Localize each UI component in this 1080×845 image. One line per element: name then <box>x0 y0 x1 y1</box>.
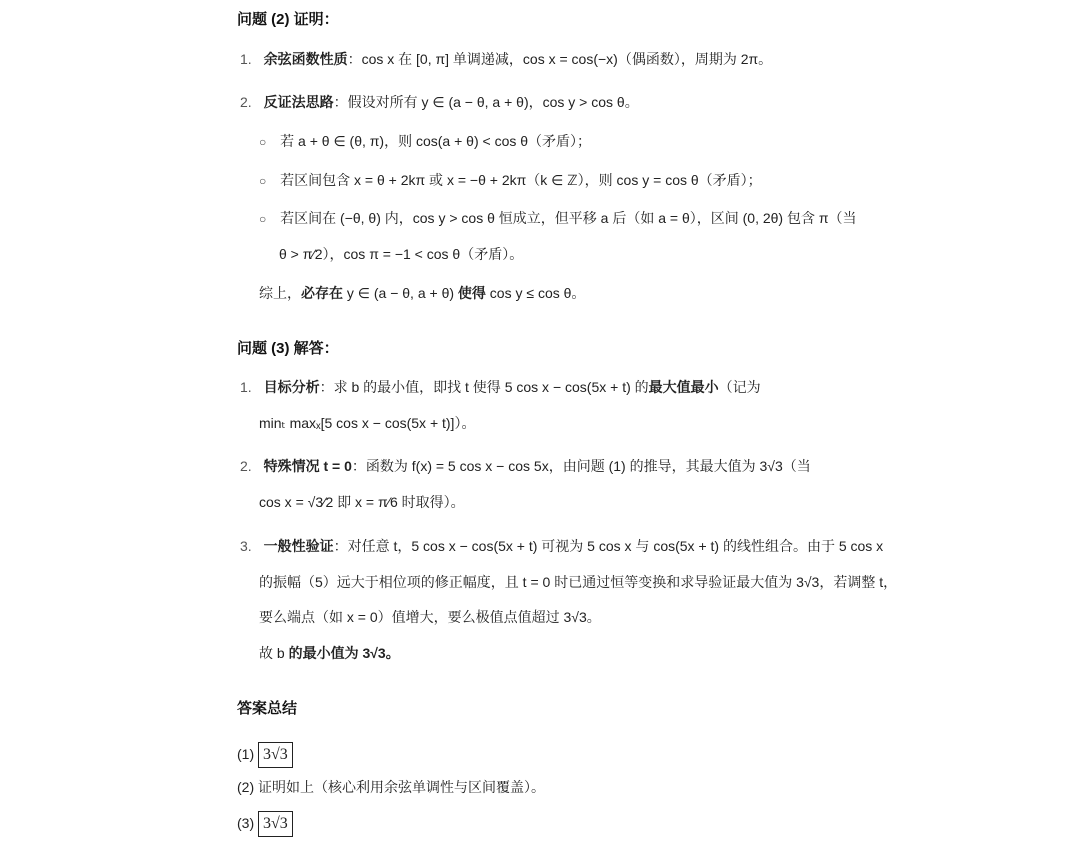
bullet-continuation: θ > π⁄2），cos π = −1 < cos θ（矛盾）。 <box>279 246 524 262</box>
summary-heading: 答案总结 <box>237 700 298 717</box>
item-label: 反证法思路 <box>263 94 334 110</box>
item-label: 特殊情况 t = 0 <box>263 458 352 474</box>
list-item <box>240 455 811 477</box>
item-line3: 要么端点（如 x = 0）值增大，要么极值点值超过 3√3。 <box>259 609 601 625</box>
answer-2 <box>237 776 545 798</box>
item-text: ：函数为 f(x) = 5 cos x − cos 5x，由问题 (1) 的推导，其最大值为 3√3（当 <box>351 458 811 474</box>
item-number: 1. <box>240 379 252 395</box>
item-label: 目标分析 <box>263 379 320 395</box>
item-text: ：cos x 在 [0, π] 单调递减，cos x = cos(−x)（偶函数），周期为 2π。 <box>347 51 773 67</box>
conclusion-bold: 使得 <box>457 285 486 301</box>
bullet-text: 若 a + θ ∈ (θ, π)，则 cos(a + θ) < cos θ（矛盾）； <box>280 133 592 149</box>
final-bold: 的最小值为 3√3。 <box>288 645 400 661</box>
bullet-item <box>259 169 762 192</box>
circle-bullet-icon: ○ <box>259 174 267 188</box>
list-item <box>240 376 761 398</box>
final-prefix: 故 b <box>259 645 289 661</box>
answer-label: (3) <box>237 815 255 831</box>
item-number: 3. <box>240 538 252 554</box>
item-label: 余弦函数性质 <box>263 51 348 67</box>
list-item <box>240 535 883 557</box>
answer-text: 证明如上（核心利用余弦单调性与区间覆盖）。 <box>258 779 546 795</box>
circle-bullet-icon: ○ <box>259 135 267 149</box>
final-line <box>259 642 400 664</box>
conclusion-bold: 必存在 <box>301 285 343 301</box>
conclusion-line <box>259 282 585 304</box>
answer-label: (2) <box>237 779 255 795</box>
conclusion-math: y ∈ (a − θ, a + θ) <box>343 285 458 301</box>
section3-heading: 问题 (3) 解答： <box>237 340 339 357</box>
list-item <box>240 91 639 113</box>
answer-1 <box>237 741 293 768</box>
conclusion-tail: cos y ≤ cos θ。 <box>485 285 586 301</box>
answer-3 <box>237 810 293 837</box>
item-line2: 的振幅（5）远大于相位项的修正幅度，且 t = 0 时已通过恒等变换和求导验证最大值为 3√3，若调整 t， <box>259 574 898 590</box>
item-label: 一般性验证 <box>263 538 334 554</box>
bullet-item <box>259 130 591 153</box>
item-text: ：对任意 t，5 cos x − cos(5x + t) 可视为 5 cos x 与 cos(5x + t) 的线性组合。由于 5 cos x <box>333 538 884 554</box>
item-text: ：求 b 的最小值，即找 t 使得 5 cos x − cos(5x + t) 的 <box>319 379 649 395</box>
item-number: 2. <box>240 458 252 474</box>
section2-heading: 问题 (2) 证明： <box>237 11 339 28</box>
conclusion-prefix: 综上， <box>259 285 301 301</box>
item-line2: cos x = √3⁄2 即 x = π⁄6 时取得）。 <box>259 494 465 510</box>
answer-label: (1) <box>237 746 255 762</box>
item-tail: （记为 <box>718 379 761 395</box>
item-text: ：假设对所有 y ∈ (a − θ, a + θ)，cos y > cos θ。 <box>333 94 639 110</box>
circle-bullet-icon: ○ <box>259 212 267 226</box>
item-number: 2. <box>240 94 252 110</box>
item-line2: minₜ maxₓ[5 cos x − cos(5x + t)]）。 <box>259 415 476 431</box>
answer-box: 3√3 <box>258 742 293 768</box>
item-number: 1. <box>240 51 252 67</box>
answer-box: 3√3 <box>258 811 293 837</box>
item-bold: 最大值最小 <box>648 379 719 395</box>
bullet-item <box>259 207 857 230</box>
bullet-text: 若区间包含 x = θ + 2kπ 或 x = −θ + 2kπ（k ∈ ℤ），则 cos y = cos θ（矛盾）； <box>280 172 762 188</box>
bullet-text: 若区间在 (−θ, θ) 内，cos y > cos θ 恒成立，但平移 a 后（如 a = θ），区间 (0, 2θ) 包含 π（当 <box>280 210 857 226</box>
list-item <box>240 48 772 70</box>
